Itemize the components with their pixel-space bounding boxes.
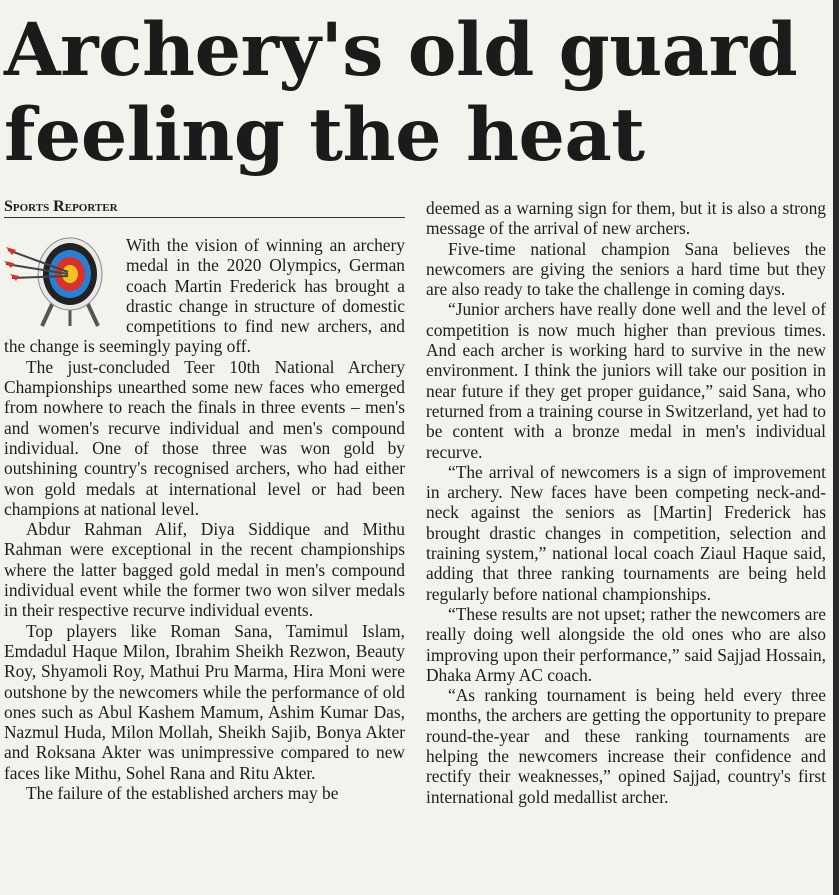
left-column [4,198,405,803]
paragraph-11: “As ranking tournament is being held every three months, the archers are getting the opportunity to prepare round-the-year and these ranking tournaments are helping the newcomers increase their confidence and rectify their weaknesses,” opined Sajjad, country's first international gold medallist archer. [426,685,826,807]
paragraph-10: “These results are not upset; rather the newcomers are really doing well alongside the old ones who are also improving upon their performance,” said Sajjad Hossain, Dhaka Army AC coach. [426,603,826,685]
paragraph-5: The failure of the established archers may be [26,783,339,804]
headline [4,8,834,178]
paragraph-9: “The arrival of newcomers is a sign of improvement in archery. New faces have been competing neck-and-neck against the seniors as [Martin] Frederick has brought drastic changes in competition, selection and training system,” national local coach Ziaul Haque said, adding that three ranking tournaments are being held regularly before national championships. [426,461,826,604]
paragraph-6: deemed as a warning sign for them, but it is also a strong message of the arrival of new archers. [426,198,826,239]
paragraph-2: The just-concluded Teer 10th National Archery Championships unearthed some new faces who emerged from nowhere to reach the finals in three events – men's and women's recurve individual and men's compound individual. One of those three was won gold by outshining country's recognised archers, who had either won gold medals at international level or had been champions at national level. [4,356,405,519]
paragraph-3: Abdur Rahman Alif, Diya Siddique and Mithu Rahman were exceptional in the recent championships where the latter bagged gold medal in men's compound individual event while the former two won silver medals in their respective recurve individual events. [4,519,405,621]
paragraph-7: Five-time national champion Sana believes the newcomers are giving the seniors a hard time but they are also ready to take the challenge in coming days. [426,238,826,300]
paragraph-1 [4,235,405,357]
headline-line-1: Archery's old guard [4,7,798,93]
page-edge [833,0,839,895]
headline-line-2: feeling the heat [4,92,645,178]
paragraph-4: Top players like Roman Sana, Tamimul Islam, Emdadul Haque Milon, Ibrahim Sheikh Rezwon, Beauty Roy, Shyamoli Roy, Mathui Pru Marma, Hira Moni were outshone by the newcomers while the performance of old ones such as Abul Kashem Mamum, Ashim Kumar Das, Nazmul Huda, Milon Mollah, Sheikh Sajib, Bonya Akter and Roksana Akter was unimpressive compared to new faces like Mithu, Sohel Rana and Ritu Akter. [4,620,405,783]
right-column [426,198,826,807]
paragraph-8: “Junior archers have really done well and the level of competition is now much higher than previous times. And each archer is working hard to survive in the new environment. I think the juniors will take our position in near future if they get proper guidance,” said Sana, who returned from a training course in Switzerland, yet had to be content with a bronze medal in men's individual recurve. [426,299,826,462]
byline: Sports Reporter [4,198,405,218]
paragraph-1-text: With the vision of winning an archery medal in the 2020 Olympics, German coach Martin Frederick has brought a drastic change in structure of domestic competitions to find new archers, and the change is seemingly paying off. [4,235,405,357]
archery-target-icon [2,228,120,328]
